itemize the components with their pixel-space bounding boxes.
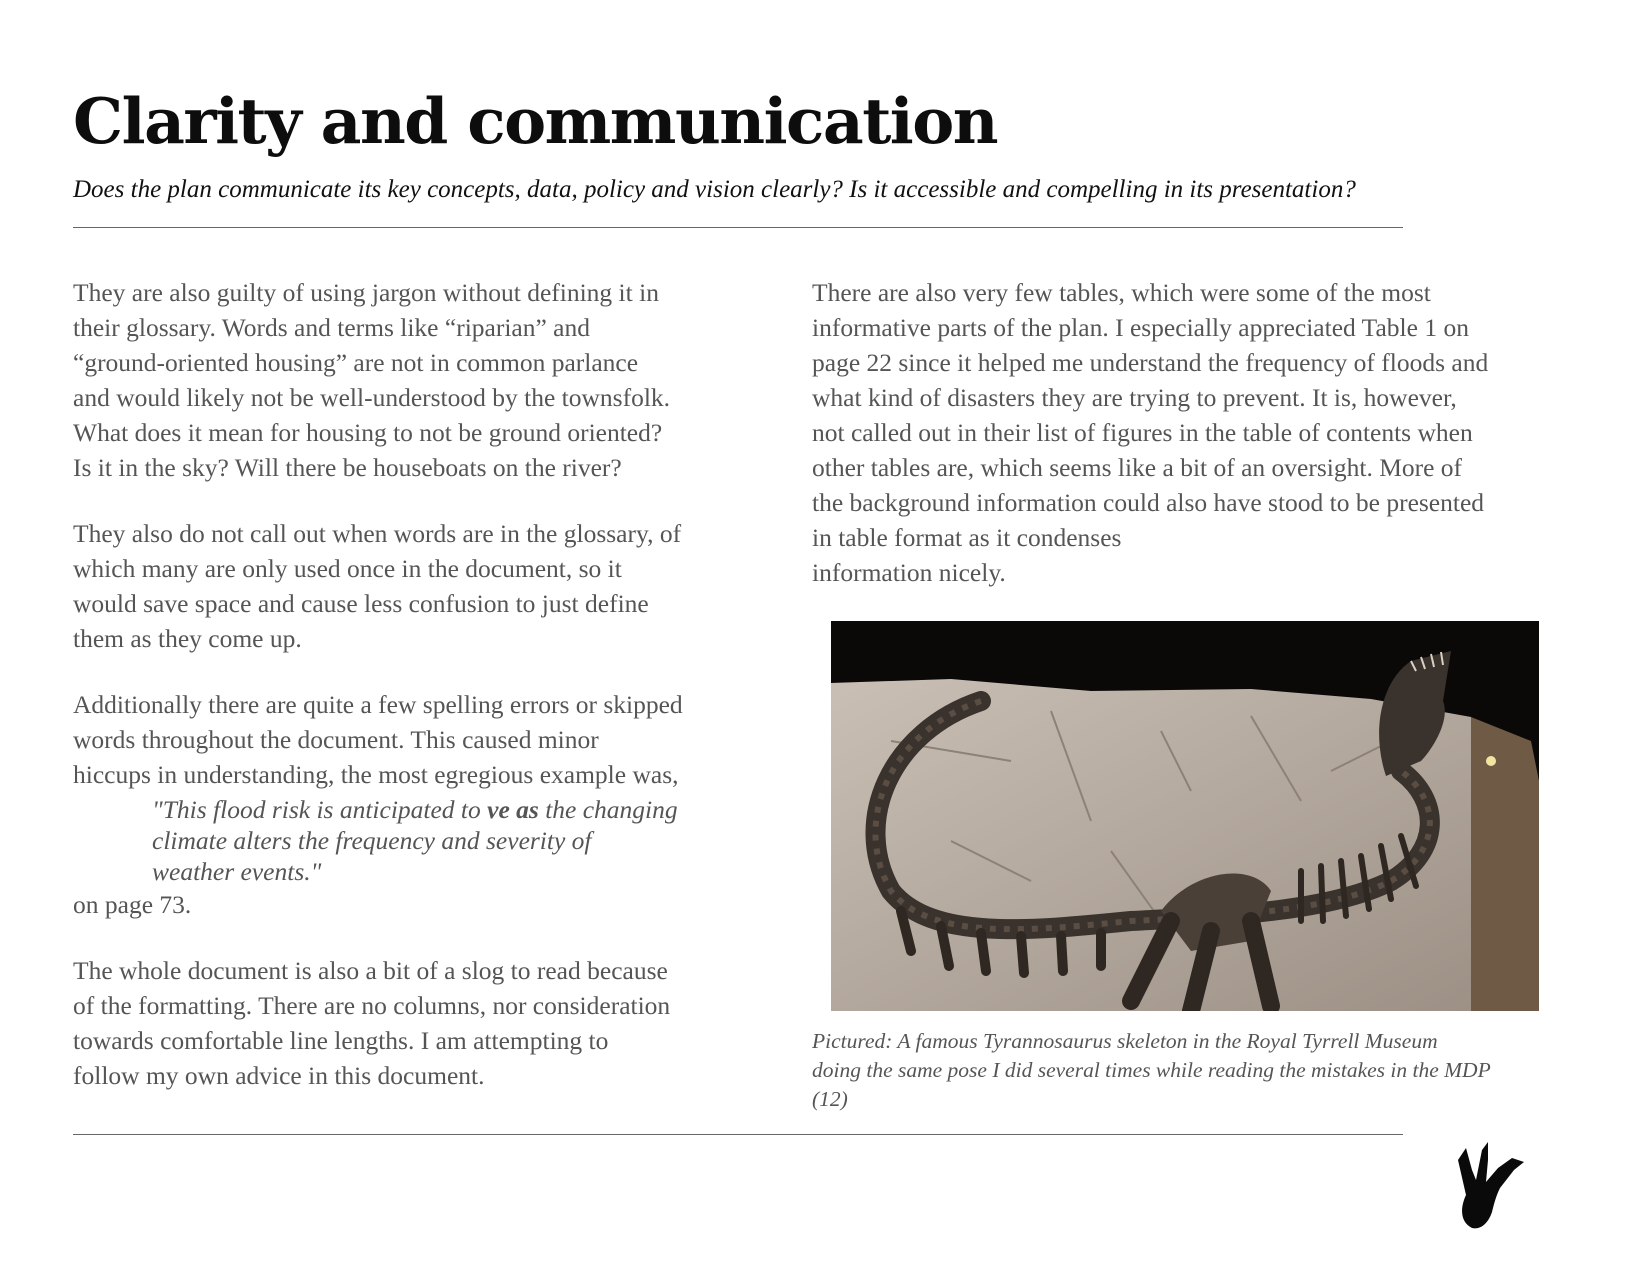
left-column [73, 275, 743, 1124]
quote-bold-error: ve as [487, 795, 539, 824]
text-line: information nicely. [812, 558, 1006, 587]
text-line: The whole document is also a bit of a slog to read because [73, 956, 668, 985]
text-line: towards comfortable line lengths. I am attempting to [73, 1026, 609, 1055]
text-line: Is it in the sky? Will there be houseboats on the river? [73, 453, 622, 482]
paragraph-spelling [73, 687, 743, 792]
caption-line: (12) [812, 1087, 848, 1111]
top-divider [73, 227, 1403, 228]
museum-light [1486, 756, 1496, 766]
text-line: page 22 since it helped me understand the frequency of floods and [812, 348, 1489, 377]
photo-caption [812, 1027, 1572, 1114]
text-line: them as they come up. [73, 624, 302, 653]
quote-text: the changing [538, 795, 678, 824]
text-line: the background information could also have stood to be presented [812, 488, 1485, 517]
caption-line: doing the same pose I did several times while reading the mistakes in the MDP [812, 1058, 1491, 1082]
quote-line [152, 794, 743, 825]
tyrannosaurus-skeleton-photo [831, 621, 1539, 1011]
page-title: Clarity and communication [73, 84, 998, 158]
text-line: informative parts of the plan. I especially appreciated Table 1 on [812, 313, 1469, 342]
text-line: “ground-oriented housing” are not in common parlance [73, 348, 639, 377]
right-column [812, 275, 1572, 621]
bottom-divider [73, 1134, 1403, 1135]
page-subtitle: Does the plan communicate its key concepts, data, policy and vision clearly? Is it accessible and compelling in its presentation? [73, 176, 1356, 203]
text-line: hiccups in understanding, the most egregious example was, [73, 760, 679, 789]
quote-line: weather events." [152, 857, 322, 886]
photo-illustration [831, 621, 1539, 1011]
text-line: of the formatting. There are no columns, nor consideration [73, 991, 671, 1020]
text-line: Additionally there are quite a few spelling errors or skipped [73, 690, 683, 719]
quote-line: climate alters the frequency and severity of [152, 826, 592, 855]
text-line: and would likely not be well-understood by the townsfolk. [73, 383, 671, 412]
text-line: their glossary. Words and terms like “riparian” and [73, 313, 590, 342]
text-line: what kind of disasters they are trying to prevent. It is, however, [812, 383, 1457, 412]
text-line: would save space and cause less confusion to just define [73, 589, 649, 618]
side-wall [1471, 717, 1539, 1011]
paragraph-page-ref: on page 73. [73, 890, 192, 919]
paragraph-glossary [73, 516, 743, 656]
dinosaur-footprint-icon [1452, 1140, 1532, 1230]
block-quote [152, 792, 743, 887]
text-line: other tables are, which seems like a bit of an oversight. More of [812, 453, 1463, 482]
text-line: words throughout the document. This caused minor [73, 725, 599, 754]
paragraph-tables [812, 275, 1572, 590]
text-line: not called out in their list of figures in the table of contents when [812, 418, 1473, 447]
text-line: What does it mean for housing to not be ground oriented? [73, 418, 663, 447]
text-line: There are also very few tables, which were some of the most [812, 278, 1431, 307]
text-line: They also do not call out when words are in the glossary, of [73, 519, 682, 548]
text-line: in table format as it condenses [812, 523, 1122, 552]
text-line: follow my own advice in this document. [73, 1061, 485, 1090]
paragraph-formatting [73, 953, 743, 1093]
paragraph-jargon [73, 275, 743, 485]
caption-line: Pictured: A famous Tyrannosaurus skeleton in the Royal Tyrrell Museum [812, 1029, 1438, 1053]
quote-text: "This flood risk is anticipated to [152, 795, 488, 824]
text-line: which many are only used once in the document, so it [73, 554, 622, 583]
text-line: They are also guilty of using jargon without defining it in [73, 278, 659, 307]
